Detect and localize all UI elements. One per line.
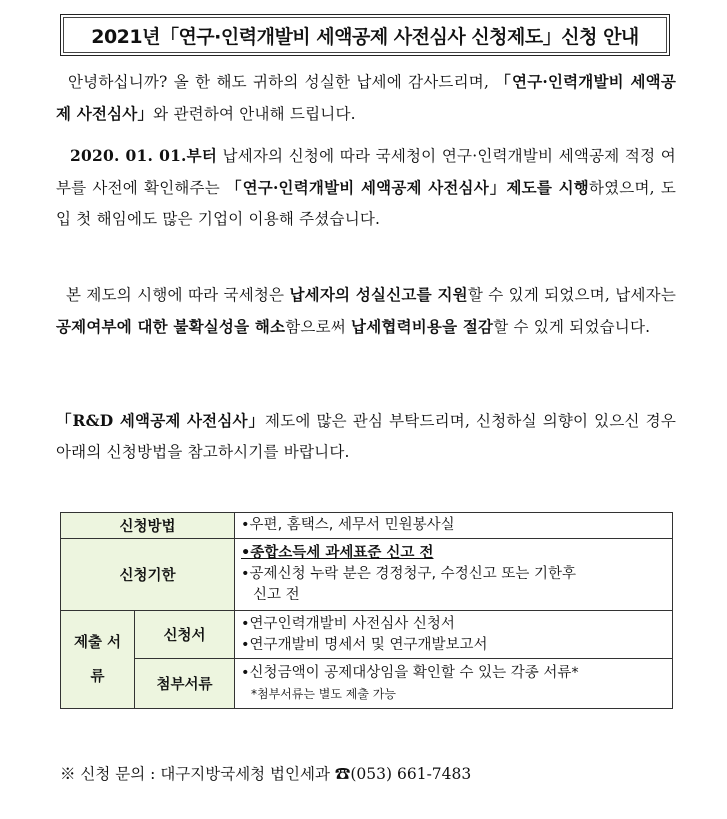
application-info-table bbox=[60, 512, 673, 709]
benefit-uncertainty: 공제여부에 대한 불확실성을 해소 bbox=[56, 317, 286, 336]
benefit-text-3: 함으로써 bbox=[285, 318, 352, 336]
program-enforcement: 「연구·인력개발비 세액공제 사전심사」제도를 시행 bbox=[225, 178, 589, 197]
method-value: •우편, 홈택스, 세무서 민원봉사실 bbox=[235, 513, 673, 539]
greeting-program-name: 「연구·인력개발비 세액공제 사전심사」 bbox=[56, 72, 677, 123]
application-form-label: 신청서 bbox=[135, 611, 235, 659]
deadline-line-1: •종합소득세 과세표준 신고 전 bbox=[241, 545, 434, 561]
deadline-label: 신청기한 bbox=[61, 539, 235, 611]
document-title bbox=[60, 14, 670, 56]
table-row bbox=[61, 539, 673, 611]
background-text-end: 하였으며, 도입 첫 해임에도 많은 기업이 이용해 주셨습니다. bbox=[56, 179, 676, 228]
deadline-line-2-cont: 신고 전 bbox=[253, 587, 300, 603]
background-text: 납세자의 신청에 따라 국세청이 연구·인력개발비 세액공제 적정 여부를 사전에 확인해주는 bbox=[56, 147, 676, 197]
rnd-program-name: 「R&D 세액공제 사전심사」 bbox=[56, 411, 266, 430]
benefit-cost: 납세협력비용을 절감 bbox=[351, 317, 494, 336]
table-row bbox=[61, 611, 673, 659]
documents-label-text: 제출 서류 bbox=[73, 634, 122, 685]
benefit-paragraph bbox=[56, 279, 676, 343]
application-line-2: •연구개발비 명세서 및 연구개발보고서 bbox=[241, 636, 488, 653]
deadline-value bbox=[235, 539, 673, 611]
table-row bbox=[61, 513, 673, 539]
start-date: 2020. 01. 01.부터 bbox=[70, 146, 217, 165]
method-label: 신청방법 bbox=[61, 513, 235, 539]
benefit-support: 납세자의 성실신고를 지원 bbox=[289, 285, 468, 304]
attachment-note: *첨부서류는 별도 제출 가능 bbox=[251, 686, 396, 701]
deadline-line-2: •공제신청 누락 분은 경정청구, 수정신고 또는 기한후 bbox=[241, 566, 576, 582]
attachment-value bbox=[235, 659, 673, 709]
application-form-value bbox=[235, 611, 673, 659]
documents-label bbox=[61, 611, 135, 709]
benefit-text-1: 본 제도의 시행에 따라 국세청은 bbox=[66, 286, 290, 304]
benefit-text-2: 할 수 있게 되었으며, 납세자는 bbox=[467, 286, 676, 304]
attachment-line-1: •신청금액이 공제대상임을 확인할 수 있는 각종 서류* bbox=[241, 664, 579, 681]
application-line-1: •연구인력개발비 사전심사 신청서 bbox=[241, 615, 455, 632]
background-paragraph bbox=[56, 140, 676, 235]
document-title-text: 2021년「연구·인력개발비 세액공제 사전심사 신청제도」신청 안내 bbox=[91, 25, 639, 48]
greeting-text-end: 와 관련하여 안내해 드립니다. bbox=[153, 105, 356, 123]
table-row bbox=[61, 659, 673, 709]
greeting-text: 안녕하십니까? 올 한 해도 귀하의 성실한 납세에 감사드리며, bbox=[68, 73, 496, 91]
contact-info: ※ 신청 문의 : 대구지방국세청 법인세과 ☎(053) 661-7483 bbox=[60, 765, 472, 783]
attachment-label: 첨부서류 bbox=[135, 659, 235, 709]
request-text: 제도에 많은 관심 부탁드리며, 신청하실 의향이 있으신 경우 아래의 신청방법을 참고하시기를 바랍니다. bbox=[56, 412, 676, 461]
request-paragraph bbox=[56, 405, 676, 468]
greeting-paragraph bbox=[56, 66, 676, 130]
benefit-text-4: 할 수 있게 되었습니다. bbox=[493, 318, 651, 336]
